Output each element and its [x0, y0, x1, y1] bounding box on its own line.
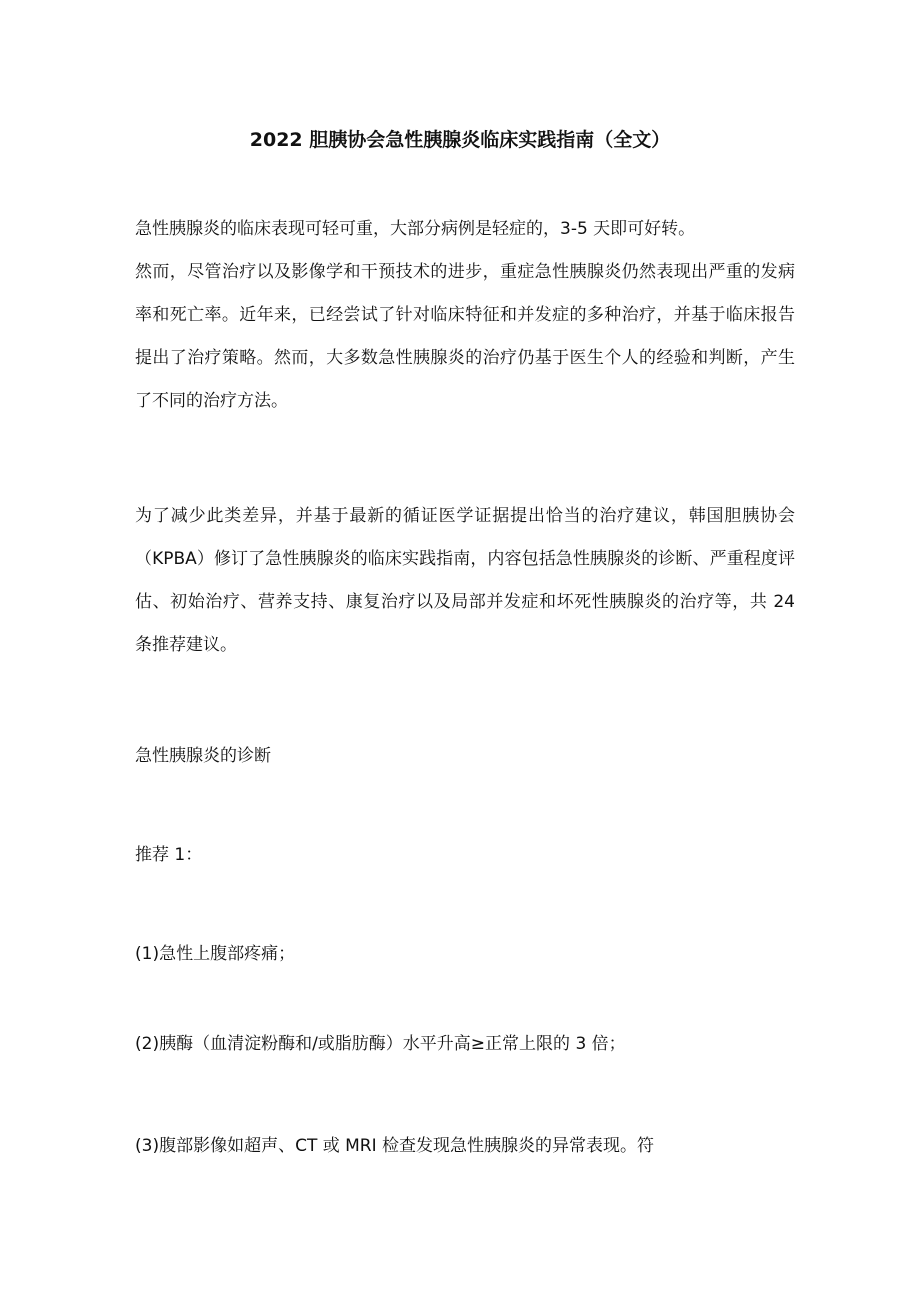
paragraph-background: 然而，尽管治疗以及影像学和干预技术的进步，重症急性胰腺炎仍然表现出严重的发病率和死亡率。近年来，已经尝试了针对临床特征和并发症的多种治疗，并基于临床报告提出了治疗策略。然而，大多数急性胰腺炎的治疗仍基于医生个人的经验和判断，产生了不同的治疗方法。 [135, 262, 795, 411]
paragraph-intro: 急性胰腺炎的临床表现可轻可重，大部分病例是轻症的，3-5 天即可好转。 [135, 219, 696, 239]
paragraph-guideline-scope: 为了减少此类差异，并基于最新的循证医学证据提出恰当的治疗建议，韩国胆胰协会（KPBA）修订了急性胰腺炎的临床实践指南，内容包括急性胰腺炎的诊断、严重程度评估、初始治疗、营养支持、康复治疗以及局部并发症和坏死性胰腺炎的治疗等，共 24 条推荐建议。 [135, 506, 795, 655]
section-heading-diagnosis: 急性胰腺炎的诊断 [135, 746, 271, 766]
recommendation-label: 推荐 1： [135, 845, 203, 865]
criterion-item: (1)急性上腹部疼痛； [135, 944, 296, 964]
criterion-item: (2)胰酶（血清淀粉酶和/或脂肪酶）水平升高≥正常上限的 3 倍； [135, 1034, 626, 1054]
document-title: 2022 胆胰协会急性胰腺炎临床实践指南（全文） [249, 129, 671, 151]
criterion-item: (3)腹部影像如超声、CT 或 MRI 检查发现急性胰腺炎的异常表现。符 [135, 1136, 655, 1156]
